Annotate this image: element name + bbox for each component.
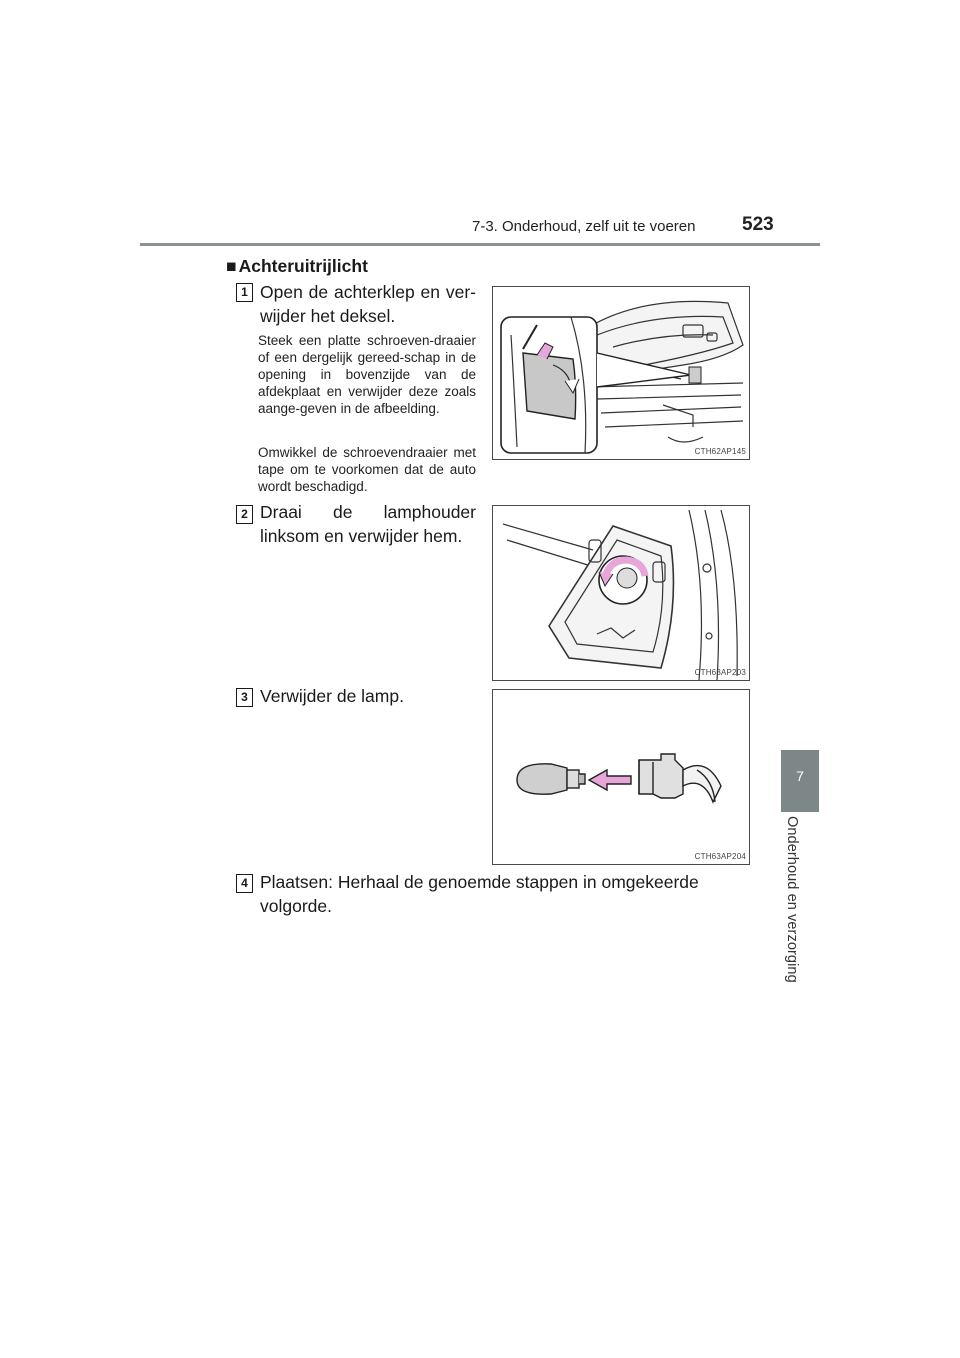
section-heading-text: Achteruitrijlicht xyxy=(238,256,368,276)
lamp-holder-illustration xyxy=(493,506,749,680)
step-number-1: 1 xyxy=(236,283,253,302)
chapter-tab xyxy=(781,750,819,812)
step-text-4: Plaatsen: Herhaal de genoemde stappen in omgekeerde volgorde. xyxy=(260,872,699,916)
step-note-1b: Omwikkel de schroevendraaier met tape om te voorkomen dat de auto wordt beschadigd. xyxy=(258,445,476,494)
figure-code-2: CTH63AP203 xyxy=(694,668,746,677)
chapter-side-label: Onderhoud en verzorging xyxy=(784,816,800,983)
figure-code-3: CTH63AP204 xyxy=(694,852,746,861)
step-text-1: Open de achterklep en ver-wijder het deksel. xyxy=(260,282,476,326)
step-number-3: 3 xyxy=(236,688,253,707)
step-text-2: Draai de lamphouder linksom en verwijder hem. xyxy=(260,502,476,546)
header-rule xyxy=(140,243,820,246)
page-number: 523 xyxy=(742,214,774,235)
figure-tailgate-cover xyxy=(492,286,750,460)
section-heading xyxy=(226,256,368,277)
running-header-title: 7-3. Onderhoud, zelf uit te voeren xyxy=(472,218,696,235)
figure-code-1: CTH62AP145 xyxy=(694,447,746,456)
step-number-4: 4 xyxy=(236,874,253,893)
chapter-number: 7 xyxy=(796,768,804,784)
step-number-2: 2 xyxy=(236,505,253,524)
tailgate-illustration xyxy=(493,287,749,459)
section-marker-icon: ■ xyxy=(226,256,237,276)
figure-remove-bulb xyxy=(492,689,750,865)
bulb-removal-illustration xyxy=(493,690,749,864)
step-text-3: Verwijder de lamp. xyxy=(260,686,404,706)
step-note-1a: Steek een platte schroeven-draaier of een dergelijk gereed-schap in de opening in bovenzijde van de afdekplaat en verwijder deze zoals aange-geven in de afbeelding. xyxy=(258,333,476,416)
figure-lamp-holder xyxy=(492,505,750,681)
